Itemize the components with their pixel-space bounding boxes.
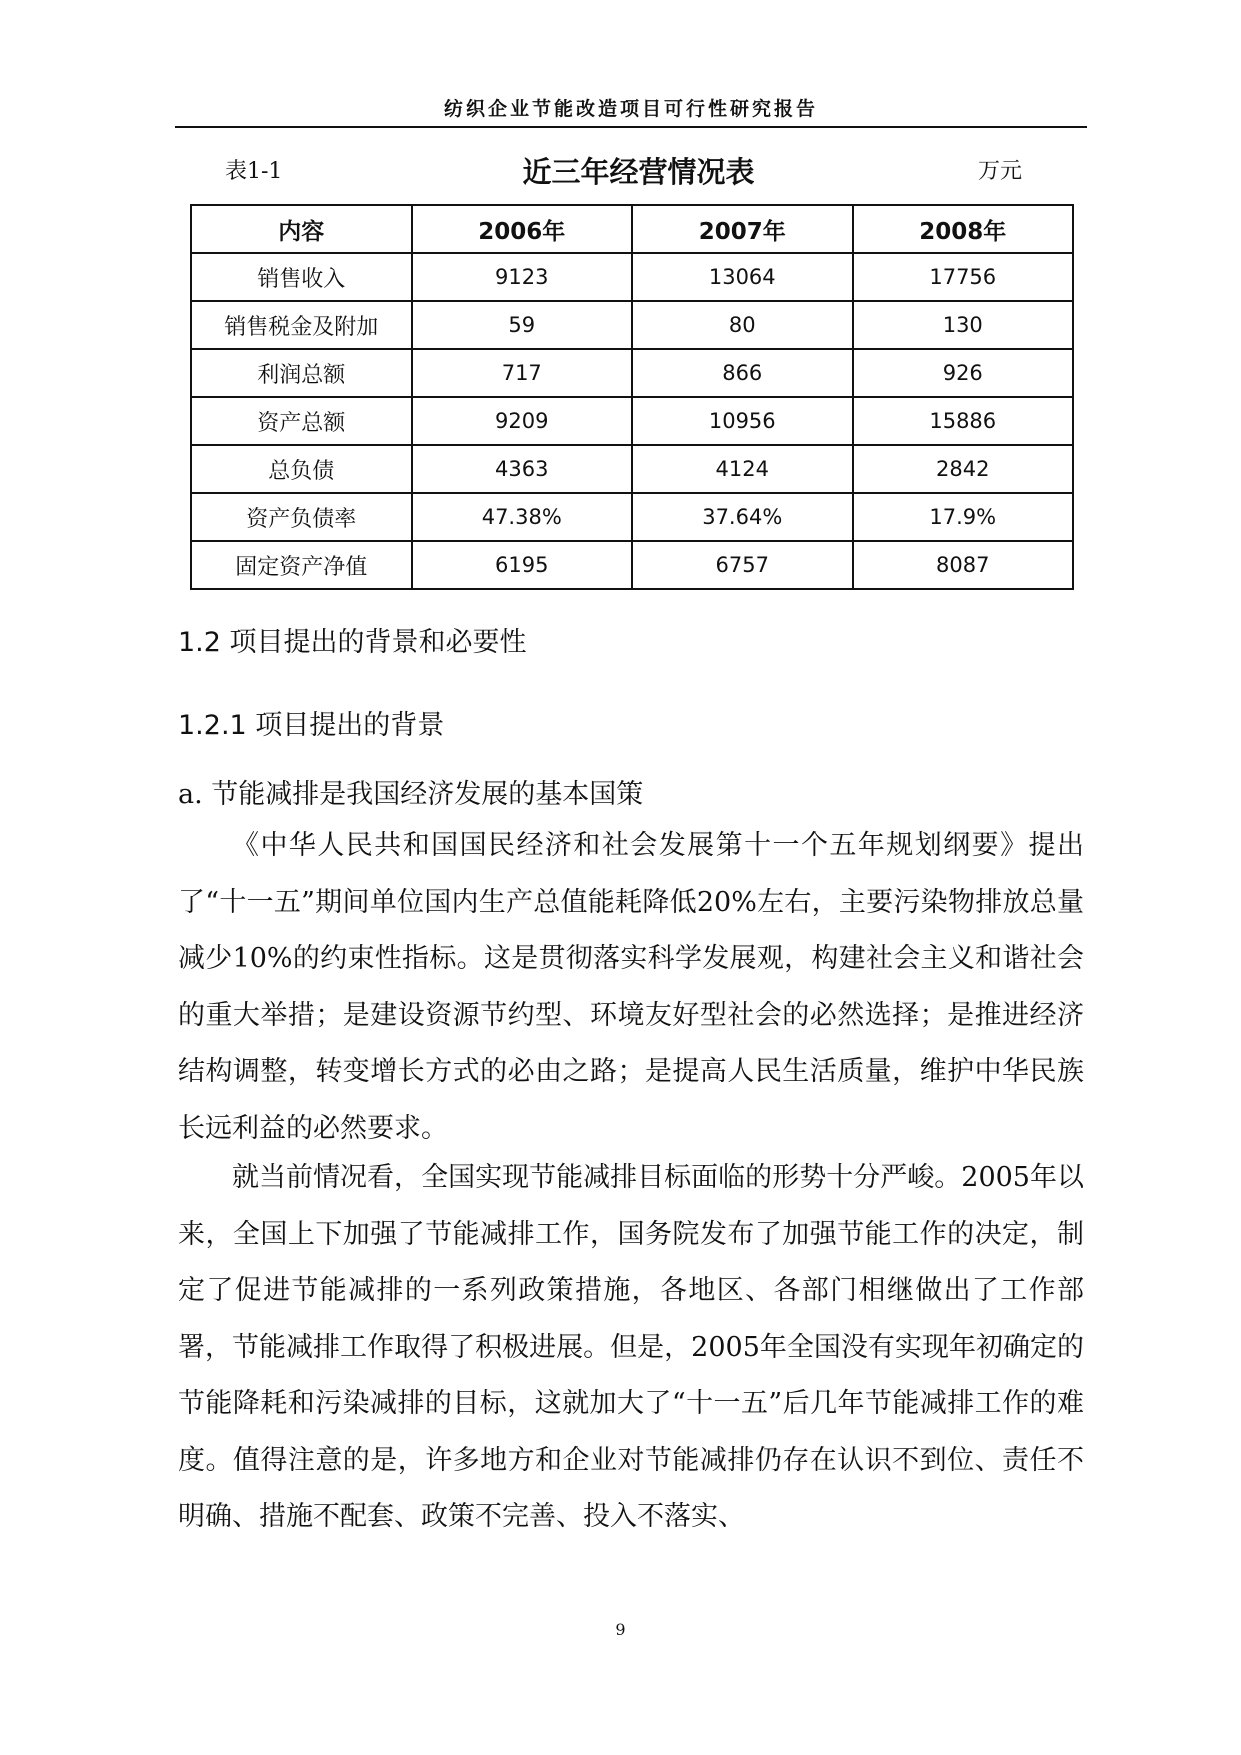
row-label: 资产总额 (191, 397, 412, 445)
table-cell: 47.38% (412, 493, 633, 541)
page-header-title: 纺织企业节能改造项目可行性研究报告 (443, 98, 818, 120)
table-cell: 130 (853, 301, 1074, 349)
row-label: 销售税金及附加 (191, 301, 412, 349)
table-cell: 59 (412, 301, 633, 349)
table-unit: 万元 (978, 159, 1023, 184)
table-row (191, 493, 1073, 541)
column-header: 内容 (191, 205, 412, 253)
body-paragraph: 《中华人民共和国国民经济和社会发展第十一个五年规划纲要》提出了“十一五”期间单位国内生产总值能耗降低20%左右，主要污染物排放总量减少10%的约束性指标。这是贯彻落实科学发展观，构建社会主义和谐社会的重大举措；是建设资源节约型、环境友好型社会的必然选择；是推进经济结构调整，转变增长方式的必由之路；是提高人民生活质量，维护中华民族长远利益的必然要求。 (178, 830, 1084, 1144)
table-caption (0, 150, 1241, 190)
table-cell: 4363 (412, 445, 633, 493)
row-label: 总负债 (191, 445, 412, 493)
subsection-heading: 1.2.1 项目提出的背景 (178, 710, 445, 741)
header-rule (175, 126, 1087, 128)
row-label: 销售收入 (191, 253, 412, 301)
table-title: 近三年经营情况表 (522, 155, 755, 189)
row-label: 固定资产净值 (191, 541, 412, 589)
column-header: 2007年 (632, 205, 853, 253)
operations-table (190, 204, 1074, 590)
table-row (191, 397, 1073, 445)
table-header-row (191, 205, 1073, 253)
table-cell: 717 (412, 349, 633, 397)
row-label: 利润总额 (191, 349, 412, 397)
table-number: 表1-1 (225, 159, 283, 184)
table-cell: 10956 (632, 397, 853, 445)
table-cell: 37.64% (632, 493, 853, 541)
column-header: 2008年 (853, 205, 1074, 253)
table-cell: 17.9% (853, 493, 1074, 541)
table-cell: 2842 (853, 445, 1074, 493)
table-row (191, 349, 1073, 397)
table-cell: 926 (853, 349, 1074, 397)
column-header: 2006年 (412, 205, 633, 253)
table-cell: 9123 (412, 253, 633, 301)
table-row (191, 541, 1073, 589)
table-cell: 9209 (412, 397, 633, 445)
table-cell: 6195 (412, 541, 633, 589)
body-paragraph: 就当前情况看，全国实现节能减排目标面临的形势十分严峻。2005年以来，全国上下加强了节能减排工作，国务院发布了加强节能工作的决定，制定了促进节能减排的一系列政策措施，各地区、各部门相继做出了工作部署，节能减排工作取得了积极进展。但是，2005年全国没有实现年初确定的节能降耗和污染减排的目标，这就加大了“十一五”后几年节能减排工作的难度。值得注意的是，许多地方和企业对节能减排仍存在认识不到位、责任不明确、措施不配套、政策不完善、投入不落实、 (178, 1162, 1084, 1532)
item-title: a. 节能减排是我国经济发展的基本国策 (178, 779, 644, 810)
table-row (191, 253, 1073, 301)
page-number: 9 (615, 1620, 626, 1639)
section-heading: 1.2 项目提出的背景和必要性 (178, 627, 527, 658)
table-cell: 4124 (632, 445, 853, 493)
table-cell: 17756 (853, 253, 1074, 301)
table-row (191, 301, 1073, 349)
table-cell: 6757 (632, 541, 853, 589)
table-cell: 866 (632, 349, 853, 397)
table-cell: 8087 (853, 541, 1074, 589)
table-cell: 80 (632, 301, 853, 349)
table-cell: 13064 (632, 253, 853, 301)
table-cell: 15886 (853, 397, 1074, 445)
row-label: 资产负债率 (191, 493, 412, 541)
table-row (191, 445, 1073, 493)
